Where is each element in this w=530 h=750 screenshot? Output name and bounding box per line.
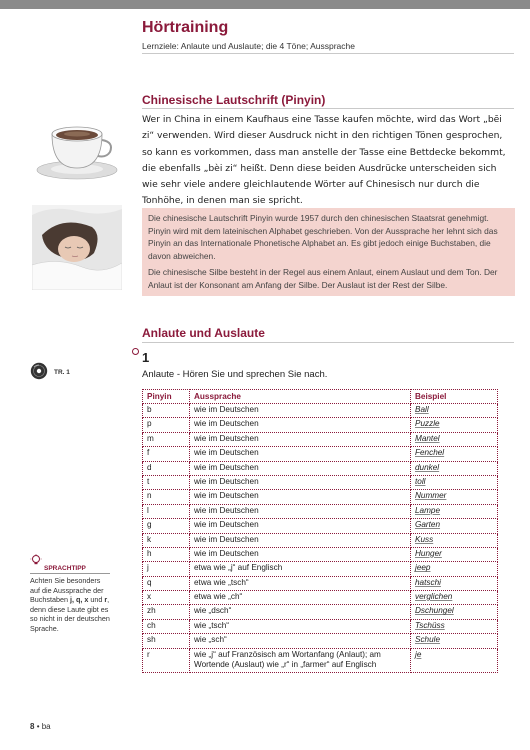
pinyin-cell: q — [143, 576, 190, 590]
table-row — [143, 562, 498, 576]
pinyin-cell: g — [143, 519, 190, 533]
pinyin-cell: b — [143, 404, 190, 418]
pronunciation-cell: wie im Deutschen — [190, 519, 411, 533]
pinyin-cell: d — [143, 461, 190, 475]
pinyin-cell: p — [143, 418, 190, 432]
section-heading-pinyin: Chinesische Lautschrift (Pinyin) — [142, 93, 326, 107]
pinyin-cell: m — [143, 432, 190, 446]
pinyin-table — [142, 389, 498, 673]
pronunciation-cell: wie im Deutschen — [190, 447, 411, 461]
pinyin-cell: h — [143, 547, 190, 561]
example-cell: Mantel — [411, 432, 498, 446]
sleeping-woman-image — [32, 205, 122, 290]
table-row — [143, 648, 498, 672]
pronunciation-cell: wie im Deutschen — [190, 418, 411, 432]
column-header: Pinyin — [143, 390, 190, 404]
table-row — [143, 619, 498, 633]
info-paragraph-1: Die chinesische Lautschrift Pinyin wurde 1957 durch den chinesischen Staatsrat genehmigt. Pinyin wird mit dem lateinischen Alphabet geschrieben. Von der Aussprache her lehnt sich das Pinyin an das Internationale Phonetische Alphabet an. Es gibt jedoch einige Buchstaben, die davon abweichen. — [148, 213, 498, 261]
table-row — [143, 461, 498, 475]
example-cell: je — [411, 648, 498, 672]
section-heading-anlaute: Anlaute und Auslaute — [142, 326, 265, 340]
pronunciation-cell: etwa wie „tsch“ — [190, 576, 411, 590]
pronunciation-cell: wie im Deutschen — [190, 404, 411, 418]
pinyin-cell: f — [143, 447, 190, 461]
pinyin-cell: sh — [143, 634, 190, 648]
column-header: Aussprache — [190, 390, 411, 404]
pronunciation-cell: wie im Deutschen — [190, 547, 411, 561]
example-cell: dunkel — [411, 461, 498, 475]
tip-label: SPRACHTIPP — [44, 565, 86, 572]
pinyin-cell: r — [143, 648, 190, 672]
table-row — [143, 447, 498, 461]
exercise-marker-icon — [132, 348, 139, 355]
example-cell: Schule — [411, 634, 498, 648]
table-row — [143, 418, 498, 432]
example-cell: Garten — [411, 519, 498, 533]
pronunciation-cell: wie „dsch“ — [190, 605, 411, 619]
intro-paragraph: Wer in China in einem Kaufhaus eine Tasse kaufen möchte, wird das Wort „bēi zi“ verwenden. Wird dieser Ausdruck nicht in den richtigen Tönen gesprochen, so kann es vorkommen, dass man anstelle der Tasse eine Bettdecke bekommt, die ebenfalls „bèi zi“ heißt. Denn diese beiden Ausdrücke unterscheiden sich wie sehr viele andere gleichlautende Wörter auf Chinesisch nur durch die Tonhöhe, in denen man sie spricht. — [142, 114, 506, 207]
pronunciation-cell: etwa wie „ch“ — [190, 591, 411, 605]
exercise-instruction: Anlaute - Hören Sie und sprechen Sie nach. — [142, 369, 328, 380]
table-row — [143, 591, 498, 605]
example-cell: Lampe — [411, 504, 498, 518]
tip-divider — [30, 573, 110, 574]
example-cell: hatschi — [411, 576, 498, 590]
table-row — [143, 504, 498, 518]
table-row — [143, 519, 498, 533]
example-cell: Hunger — [411, 547, 498, 561]
example-cell: Nummer — [411, 490, 498, 504]
example-cell: toll — [411, 475, 498, 489]
pronunciation-cell: wie im Deutschen — [190, 432, 411, 446]
example-cell: verglichen — [411, 591, 498, 605]
top-bar — [0, 0, 530, 9]
table-row — [143, 475, 498, 489]
pinyin-cell: t — [143, 475, 190, 489]
pronunciation-cell: wie im Deutschen — [190, 490, 411, 504]
pinyin-cell: zh — [143, 605, 190, 619]
table-row — [143, 634, 498, 648]
table-row — [143, 605, 498, 619]
table-row — [143, 432, 498, 446]
pinyin-cell: x — [143, 591, 190, 605]
example-cell: Dschungel — [411, 605, 498, 619]
section-divider — [142, 108, 514, 109]
pronunciation-cell: wie im Deutschen — [190, 475, 411, 489]
page-title: Hörtraining — [142, 19, 229, 36]
pinyin-cell: n — [143, 490, 190, 504]
info-paragraph-2: Die chinesische Silbe besteht in der Regel aus einem Anlaut, einem Auslaut und dem Ton. Der Anlaut ist der Konsonant am Anfang der Silbe. Der Auslaut ist der Rest der Silbe. — [148, 267, 498, 290]
table-row — [143, 533, 498, 547]
example-cell: Fenchel — [411, 447, 498, 461]
example-cell: Kuss — [411, 533, 498, 547]
section-divider — [142, 342, 514, 343]
pinyin-cell: l — [143, 504, 190, 518]
table-row — [143, 547, 498, 561]
header-divider — [142, 53, 514, 54]
example-cell: Tschüss — [411, 619, 498, 633]
coffee-cup-image — [32, 112, 122, 182]
example-cell: Ball — [411, 404, 498, 418]
pronunciation-cell: wie im Deutschen — [190, 461, 411, 475]
example-cell: Puzzle — [411, 418, 498, 432]
pronunciation-cell: wie im Deutschen — [190, 504, 411, 518]
table-header-row — [143, 390, 498, 404]
example-cell: jeep — [411, 562, 498, 576]
lightbulb-icon — [30, 554, 42, 566]
tip-text: Achten Sie besonders auf die Aussprache der Buchstaben j, q, x und r, denn diese Laute gibt es so nicht in der deutschen Sprache. — [30, 576, 110, 633]
column-header: Beispiel — [411, 390, 498, 404]
pinyin-cell: j — [143, 562, 190, 576]
pronunciation-cell: wie „sch“ — [190, 634, 411, 648]
table-row — [143, 576, 498, 590]
cd-audio-icon[interactable] — [30, 362, 48, 380]
track-label: TR. 1 — [54, 369, 70, 376]
page-number: 8 • ba — [30, 722, 51, 731]
pronunciation-cell: etwa wie „j“ auf Englisch — [190, 562, 411, 576]
page-subtitle: Lernziele: Anlaute und Auslaute; die 4 Töne; Aussprache — [142, 41, 355, 51]
pronunciation-cell: wie „tsch“ — [190, 619, 411, 633]
exercise-number: 1 — [142, 350, 150, 365]
table-row — [143, 404, 498, 418]
pinyin-cell: ch — [143, 619, 190, 633]
info-box — [142, 208, 515, 296]
pronunciation-cell: wie „j“ auf Französisch am Wortanfang (Anlaut); am Wortende (Auslaut) wie „r“ in „farmer“ auf Englisch — [190, 648, 411, 672]
pronunciation-cell: wie im Deutschen — [190, 533, 411, 547]
pinyin-cell: k — [143, 533, 190, 547]
table-row — [143, 490, 498, 504]
